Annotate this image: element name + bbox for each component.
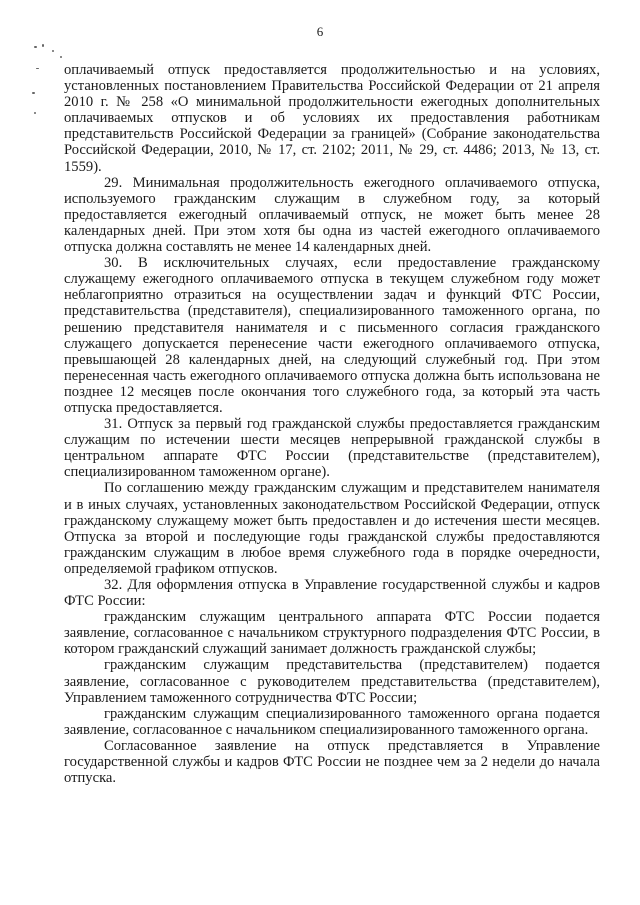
paragraph-32-representation: гражданским служащим представительства (представителем) подается заявление, согласованное с руководителем представительства (представителем), Управлением таможенного сотрудничества ФТС России; bbox=[64, 657, 600, 706]
paragraph-31-agreement: По соглашению между гражданским служащим и представителем нанимателя и в иных случаях, установленных законодательством Российской Федерации, отпуск гражданскому служащему может быть предоставлен и до истечения шести месяцев. Отпуска за второй и последующие годы гражданской службы предоставляются гражданским служащим в любое время служебного года в порядке очередности, определяемой графиком отпусков. bbox=[64, 480, 600, 577]
paragraph-32-specialized-body: гражданским служащим специализированного таможенного органа подается заявление, согласованное с начальником специализированного таможенного органа. bbox=[64, 705, 600, 738]
document-body bbox=[64, 62, 600, 786]
paragraph-32-central-apparatus: гражданским служащим центрального аппарата ФТС России подается заявление, согласованное с начальником структурного подразделения ФТС России, в котором гражданский служащий занимает должность гражданской службы; bbox=[64, 609, 600, 658]
paragraph-32: 32. Для оформления отпуска в Управление государственной службы и кадров ФТС России: bbox=[64, 577, 600, 610]
paragraph-continuation: оплачиваемый отпуск предоставляется продолжительностью и на условиях, установленных постановлением Правительства Российской Федерации от 21 апреля 2010 г. № 258 «О минимальной продолжительности ежегодных дополнительных оплачиваемых отпусков и об условиях их предоставления работникам представительств Российской Федерации за границей» (Собрание законодательства Российской Федерации, 2010, № 17, ст. 2102; 2011, № 29, ст. 4486; 2013, № 13, ст. 1559). bbox=[64, 62, 600, 175]
paragraph-29: 29. Минимальная продолжительность ежегодного оплачиваемого отпуска, используемого гражданским служащим в служебном году, за который предоставляется ежегодный оплачиваемый отпуск, не может быть менее 28 календарных дней. При этом хотя бы одна из частей ежегодного оплачиваемого отпуска должна составлять не менее 14 календарных дней. bbox=[64, 174, 600, 256]
scan-artifact-marks bbox=[28, 40, 68, 130]
paragraph-30: 30. В исключительных случаях, если предоставление гражданскому служащему ежегодного оплачиваемого отпуска в текущем служебном году может неблагоприятно отразиться на осуществлении задач и функций ФТС России, представительства (представителя), специализированного таможенного органа, по решению представителя нанимателя и с письменного согласия гражданского служащего допускается перенесение части ежегодного оплачиваемого отпуска, превышающей 28 календарных дней, на следующий служебный год. При этом перенесенная часть ежегодного оплачиваемого отпуска должна быть использована не позднее 12 месяцев после окончания того служебного года, за который эта часть отпуска предоставляется. bbox=[64, 255, 600, 416]
page-number: 6 bbox=[316, 24, 324, 39]
paragraph-31: 31. Отпуск за первый год гражданской службы предоставляется гражданским служащим по истечении шести месяцев непрерывной гражданской службы в центральном аппарате ФТС России (представительстве (представителем), специализированном таможенном органе). bbox=[64, 416, 600, 481]
paragraph-32-submission-deadline: Согласованное заявление на отпуск представляется в Управление государственной службы и кадров ФТС России не позднее чем за 2 недели до начала отпуска. bbox=[64, 737, 600, 787]
